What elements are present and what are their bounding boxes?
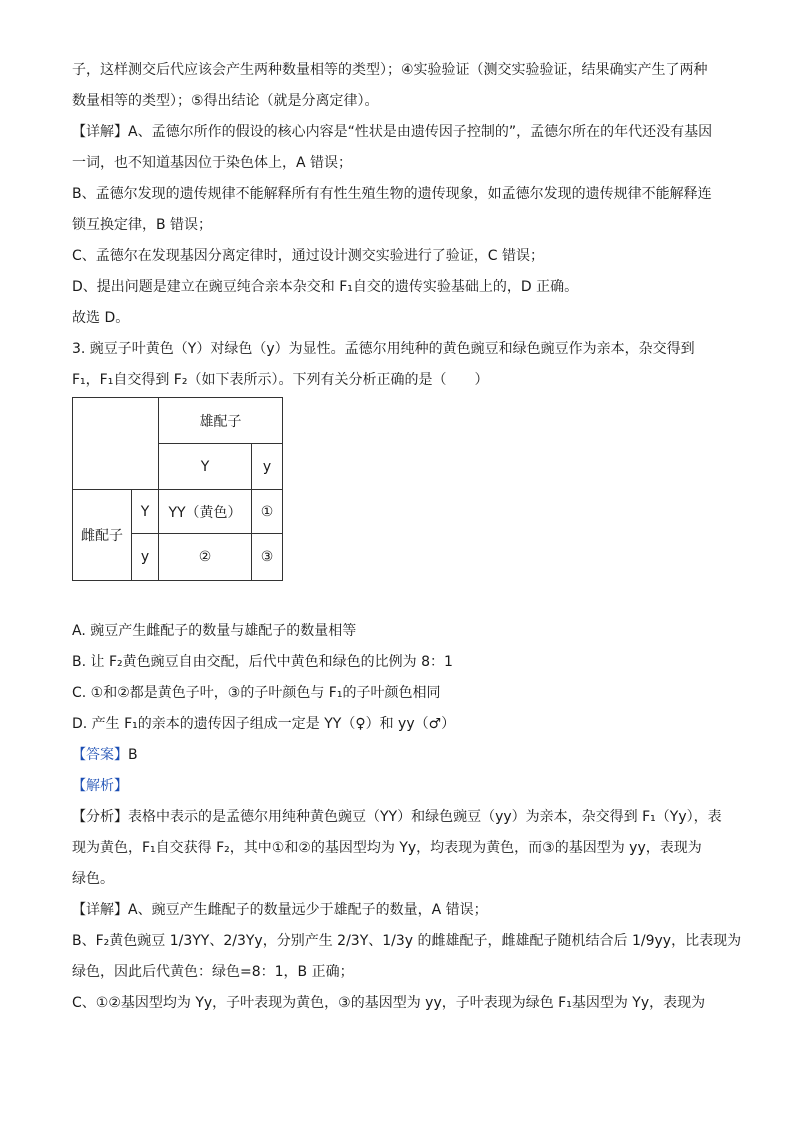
- male-Y-header: Y: [159, 444, 252, 490]
- female-y-header: y: [132, 534, 159, 581]
- cell-2: ②: [159, 534, 252, 581]
- analysis-header: 【解析】: [72, 778, 128, 794]
- analysis-line: 【分析】表格中表示的是孟德尔用纯种黄色豌豆（YY）和绿色豌豆（yy）为亲本，杂交得到 F₁（Yy），表: [72, 809, 722, 825]
- detail-line: 绿色，因此后代黄色：绿色=8：1，B 正确；: [72, 964, 354, 980]
- detail-line: 一词，也不知道基因位于染色体上，A 错误；: [72, 155, 353, 171]
- cell-1: ①: [252, 490, 283, 534]
- male-gamete-header: 雄配子: [159, 398, 283, 444]
- analysis-tag: 【分析】: [72, 809, 128, 825]
- male-y-header: y: [252, 444, 283, 490]
- option-a: A. 豌豆产生雌配子的数量与雄配子的数量相等: [72, 623, 357, 639]
- detail-line: 【详解】A、豌豆产生雌配子的数量远少于雄配子的数量，A 错误；: [72, 902, 488, 918]
- gamete-table: [72, 397, 283, 581]
- analysis-line: 绿色。: [72, 871, 114, 887]
- female-Y-header: Y: [132, 490, 159, 534]
- answer-value: B: [128, 747, 138, 763]
- option-c: C. ①和②都是黄色子叶，③的子叶颜色与 F₁的子叶颜色相同: [72, 685, 441, 701]
- detail-line: D、提出问题是建立在豌豆纯合亲本杂交和 F₁自交的遗传实验基础上的，D 正确。: [72, 279, 579, 295]
- detail-line: 故选 D。: [72, 310, 130, 326]
- cell-3: ③: [252, 534, 283, 581]
- question-stem: 3. 豌豆子叶黄色（Y）对绿色（y）为显性。孟德尔用纯种的黄色豌豆和绿色豌豆作为亲本，杂交得到: [72, 341, 695, 357]
- detail-tag: 【详解】: [72, 124, 128, 140]
- answer-tag: 【答案】: [72, 747, 128, 763]
- document-page: [72, 60, 742, 1024]
- detail-line: C、孟德尔在发现基因分离定律时，通过设计测交实验进行了验证，C 错误；: [72, 248, 544, 264]
- answer-line: [72, 745, 732, 765]
- female-gamete-header: 雌配子: [73, 490, 132, 581]
- paragraph-line: 子，这样测交后代应该会产生两种数量相等的类型）；④实验验证（测交实验验证，结果确实产生了两种: [72, 62, 708, 78]
- question-stem: F₁，F₁自交得到 F₂（如下表所示）。下列有关分析正确的是（ ）: [72, 372, 489, 388]
- detail-line: B、孟德尔发现的遗传规律不能解释所有有性生殖生物的遗传现象，如孟德尔发现的遗传规律不能解释连: [72, 186, 712, 202]
- option-d: D. 产生 F₁的亲本的遗传因子组成一定是 YY（♀）和 yy（♂）: [72, 716, 456, 732]
- option-b: B. 让 F₂黄色豌豆自由交配，后代中黄色和绿色的比例为 8：1: [72, 654, 453, 670]
- cell-YY: YY（黄色）: [159, 490, 252, 534]
- detail-line: C、①②基因型均为 Yy，子叶表现为黄色，③的基因型为 yy，子叶表现为绿色 F₁基因型为 Yy，表现为: [72, 995, 706, 1011]
- detail-line: 锁互换定律，B 错误；: [72, 217, 213, 233]
- detail-line: 【详解】A、孟德尔所作的假设的核心内容是“性状是由遗传因子控制的”，孟德尔所在的年代还没有基因: [72, 124, 713, 140]
- detail-tag: 【详解】: [72, 902, 128, 918]
- table-corner-cell: [73, 398, 159, 490]
- analysis-line: 现为黄色，F₁自交获得 F₂，其中①和②的基因型均为 Yy，均表现为黄色，而③的基因型为 yy，表现为: [72, 840, 702, 856]
- detail-line: B、F₂黄色豌豆 1/3YY、2/3Yy，分别产生 2/3Y、1/3y 的雌雄配子，雌雄配子随机结合后 1/9yy，比表现为: [72, 933, 742, 949]
- paragraph-line: 数量相等的类型）；⑤得出结论（就是分离定律）。: [72, 93, 379, 109]
